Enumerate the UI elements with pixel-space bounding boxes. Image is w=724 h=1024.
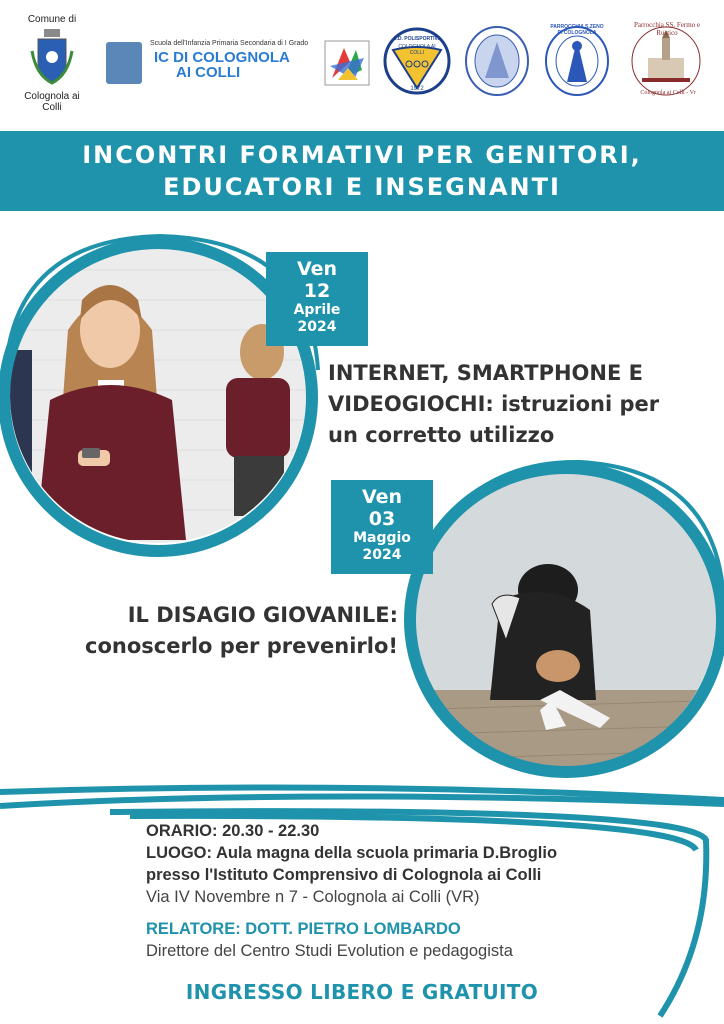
event2-date: 03 — [368, 508, 396, 530]
event2-day: Ven — [361, 486, 403, 508]
parish-fermo-label: Parrocchia SS. Fermo e Rustico — [633, 21, 701, 37]
info-luogo-2: presso l'Istituto Comprensivo di Colognola ai Colli — [146, 866, 542, 884]
date-box-2 — [331, 480, 433, 574]
parish-fermo-town: Colognola ai Colli - Vr — [640, 90, 696, 96]
event1-title-line1: INTERNET, SMARTPHONE E — [328, 361, 643, 385]
school-line1: DI COLOGNOLA — [173, 49, 290, 66]
free-entry-notice: INGRESSO LIBERO E GRATUITO — [185, 980, 539, 1004]
event1-title-line3: un corretto utilizzo — [328, 423, 555, 447]
polisportiva-label: A.D. POLISPORTIVA — [392, 36, 442, 42]
event2-year: 2024 — [362, 547, 402, 563]
event1-day: Ven — [296, 258, 338, 280]
event2-title — [66, 600, 398, 662]
title-line-2: EDUCATORI E INSEGNANTI — [163, 173, 561, 201]
info-relatore-role: Direttore del Centro Studi Evolution e pedagogista — [146, 942, 513, 960]
info-orario: ORARIO: 20.30 - 22.30 — [146, 822, 320, 840]
event1-title-rest: istruzioni per — [493, 392, 660, 416]
event1-title-line2 — [328, 389, 659, 420]
date-box-1 — [266, 252, 368, 346]
title-line-1: INCONTRI FORMATIVI PER GENITORI, — [82, 141, 642, 169]
event1-date: 12 — [303, 280, 331, 302]
parish-zeno-label: PARROCCHIA S.ZENO DI COLOGNOLA — [550, 24, 604, 36]
event2-month: Maggio — [353, 530, 411, 546]
info-relatore: RELATORE: DOTT. PIETRO LOMBARDO — [146, 920, 461, 938]
polisportiva-town: COLOGNOLA AI COLLI — [398, 44, 436, 56]
event1-year: 2024 — [297, 319, 337, 335]
event1-title — [328, 358, 659, 451]
school-ic: IC — [154, 49, 169, 66]
school-name-line2: AI COLLI — [176, 64, 241, 81]
event1-month: Aprile — [293, 302, 341, 318]
info-address: Via IV Novembre n 7 - Colognola ai Colli (VR) — [146, 888, 480, 906]
event2-title-line1: IL DISAGIO GIOVANILE: — [127, 603, 398, 627]
info-luogo: LUOGO: Aula magna della scuola primaria D.Broglio — [146, 844, 558, 862]
comune-label: Comune di — [27, 14, 77, 25]
comune-name: Colognola ai Colli — [24, 91, 80, 113]
event1-title-bold: VIDEOGIOCHI: — [328, 392, 494, 416]
school-subtitle: Scuola dell'Infanzia Primaria Secondaria di I Grado — [150, 40, 309, 47]
polisportiva-year: 1972 — [410, 86, 424, 92]
info-block — [146, 820, 666, 962]
event2-title-line2: conoscerlo per prevenirlo! — [85, 634, 398, 658]
